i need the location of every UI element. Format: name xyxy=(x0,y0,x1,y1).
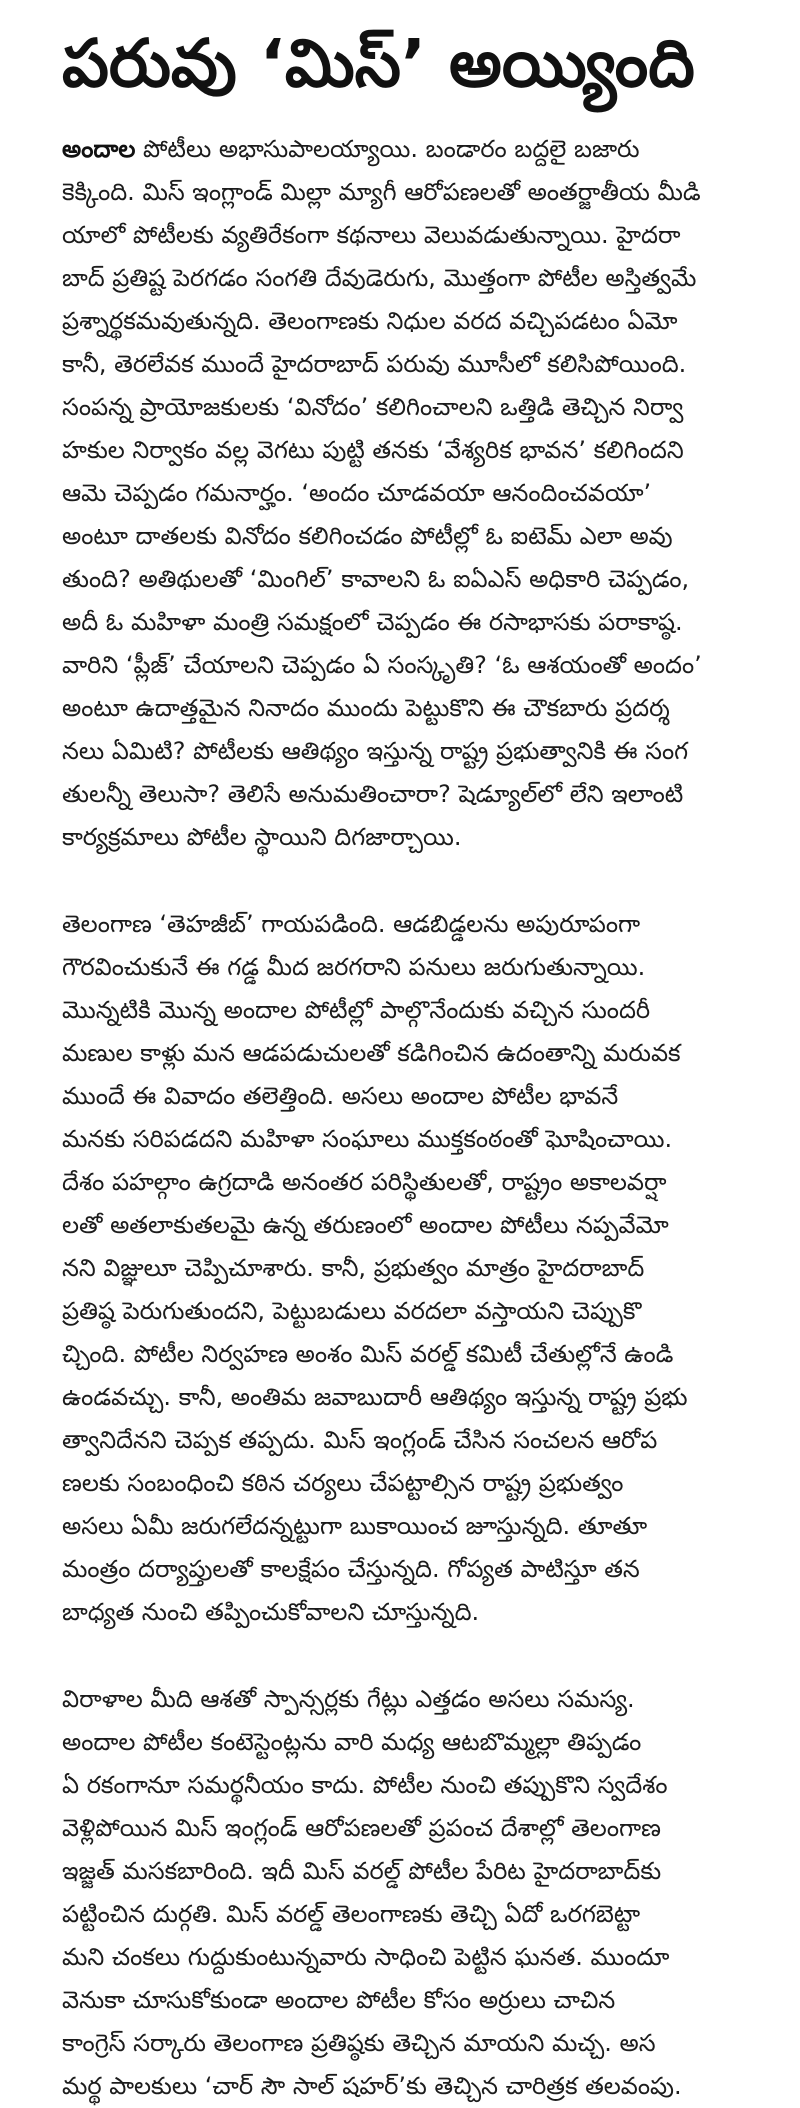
line-text: బాధ్యత నుంచి తప్పించుకోవాలని చూస్తున్నది. xyxy=(62,1598,480,1626)
text-line xyxy=(62,1161,764,1204)
line-text: తులన్నీ తెలుసా? తెలిసే అనుమతించారా? షెడ్యూల్‌లో లేని ఇలాంటి xyxy=(62,780,684,808)
line-text: ఏ రకంగానూ సమర్థనీయం కాదు. పోటీల నుంచి తప్పుకొని స్వదేశం xyxy=(62,1771,668,1799)
text-line xyxy=(62,816,764,859)
text-line xyxy=(62,773,764,816)
line-text: తుంది? అతిథులతో ‘మింగిల్’ కావాలని ఓ ఐఏఎస్ అధికారి చెప్పడం, xyxy=(62,565,690,593)
text-line xyxy=(62,128,764,171)
line-text: ప్రతిష్ఠ పెరుగుతుందని, పెట్టుబడులు వరదలా వస్తాయని చెప్పుకొ xyxy=(62,1297,642,1325)
line-text: అందాల పోటీల కంటెస్టెంట్లను వారి మధ్య ఆటబొమ్మల్లా తిప్పడం xyxy=(62,1728,642,1756)
line-text: విరాళాల మీది ఆశతో స్పాన్సర్లకు గేట్లు ఎత్తడం అసలు సమస్య. xyxy=(62,1685,635,1713)
line-text: హకుల నిర్వాకం వల్ల వెగటు పుట్టి తనకు ‘వేశ్యరిక భావన’ కలిగిందని xyxy=(62,436,684,464)
text-line xyxy=(62,1290,764,1333)
line-text: కాంగ్రెస్ సర్కారు తెలంగాణ ప్రతిష్ఠకు తెచ్చిన మాయని మచ్చ. అస xyxy=(62,2029,656,2057)
line-text: చ్చింది. పోటీల నిర్వహణ అంశం మిస్ వరల్డ్ కమిటీ చేతుల్లోనే ఉండి xyxy=(62,1340,674,1368)
line-text: మని చంకలు గుద్దుకుంటున్నవారు సాధించి పెట్టిన ఘనత. ముందూ xyxy=(62,1943,670,1971)
text-line xyxy=(62,300,764,343)
text-line xyxy=(62,1850,764,1893)
text-line xyxy=(62,1936,764,1979)
text-line xyxy=(62,472,764,515)
line-text: ప్రశ్నార్థకమవుతున్నది. తెలంగాణకు నిధుల వరద వచ్చిపడటం ఏమో xyxy=(62,307,678,335)
text-line xyxy=(62,1764,764,1807)
line-text: మర్థ పాలకులు ‘చార్ సౌ సాల్ షహర్’కు తెచ్చిన చారిత్రక తలవంపు. xyxy=(62,2072,682,2100)
line-text: అసలు ఏమీ జరుగలేదన్నట్టుగా బుకాయించ జూస్తున్నది. తూతూ xyxy=(62,1512,648,1540)
text-line xyxy=(62,429,764,472)
line-text: బాద్ ప్రతిష్ట పెరగడం సంగతి దేవుడెరుగు, మొత్తంగా పోటీల అస్తిత్వమే xyxy=(62,264,697,292)
text-line xyxy=(62,1505,764,1548)
line-text: కానీ, తెరలేవక ముందే హైదరాబాద్ పరువు మూసీలో కలిసిపోయింది. xyxy=(62,350,687,378)
line-text: మంత్రం దర్యాప్తులతో కాలక్షేపం చేస్తున్నది. గోప్యత పాటిస్తూ తన xyxy=(62,1555,640,1583)
paragraph xyxy=(62,128,764,859)
text-line xyxy=(62,171,764,214)
text-line xyxy=(62,343,764,386)
line-text: ఆమె చెప్పడం గమనార్హం. ‘అందం చూడవయా ఆనందించవయా’ xyxy=(62,479,652,507)
text-line xyxy=(62,386,764,429)
line-text: మనకు సరిపడదని మహిళా సంఘాలు ముక్తకంఠంతో ఘోషించాయి. xyxy=(62,1125,673,1153)
line-text: లతో అతలాకుతలమై ఉన్న తరుణంలో అందాల పోటీలు నప్పవేమో xyxy=(62,1211,669,1239)
text-line xyxy=(62,1591,764,1634)
article-body xyxy=(62,128,764,2108)
text-line xyxy=(62,1893,764,1936)
text-line xyxy=(62,601,764,644)
line-text: ఇజ్జత్ మసకబారింది. ఇదీ మిస్ వరల్డ్ పోటీల పేరిట హైదరాబాద్‌కు xyxy=(62,1857,662,1885)
line-text: అంటూ ఉదాత్తమైన నినాదం ముందు పెట్టుకొని ఈ చౌకబారు ప్రదర్శ xyxy=(62,694,670,722)
paragraph xyxy=(62,1678,764,2108)
line-text: సంపన్న ప్రాయోజకులకు ‘వినోదం’ కలిగించాలని ఒత్తిడి తెచ్చిన నిర్వా xyxy=(62,393,684,421)
paragraph xyxy=(62,903,764,1634)
line-text: త్వానిదేనని చెప్పక తప్పదు. మిస్ ఇంగ్లండ్ చేసిన సంచలన ఆరోప xyxy=(62,1426,658,1454)
line-text: నని విజ్ఞులూ చెప్పిచూశారు. కానీ, ప్రభుత్వం మాత్రం హైదరాబాద్ xyxy=(62,1254,645,1282)
line-text: వెనుకా చూసుకోకుండా అందాల పోటీల కోసం అర్రులు చాచిన xyxy=(62,1986,616,2014)
text-line xyxy=(62,1807,764,1850)
line-text: పోటీలు అభాసుపాలయ్యాయి. బండారం బద్దలై బజారు xyxy=(135,135,640,163)
text-line xyxy=(62,214,764,257)
line-text: పట్టించిన దుర్గతి. మిస్ వరల్డ్ తెలంగాణకు తెచ్చి ఏదో ఒరగబెట్టా xyxy=(62,1900,641,1928)
text-line xyxy=(62,1376,764,1419)
text-line xyxy=(62,1721,764,1764)
line-text: అదీ ఓ మహిళా మంత్రి సమక్షంలో చెప్పడం ఈ రసాభాసకు పరాకాష్ఠ. xyxy=(62,608,683,636)
text-line xyxy=(62,1032,764,1075)
line-text: ముందే ఈ వివాదం తలెత్తింది. అసలు అందాల పోటీల భావనే xyxy=(62,1082,619,1110)
text-line xyxy=(62,1548,764,1591)
text-line xyxy=(62,903,764,946)
text-line xyxy=(62,1204,764,1247)
line-text: యాలో పోటీలకు వ్యతిరేకంగా కథనాలు వెలువడుతున్నాయి. హైదరా xyxy=(62,221,681,249)
text-line xyxy=(62,515,764,558)
text-line xyxy=(62,730,764,773)
text-line xyxy=(62,1333,764,1376)
line-text: ణలకు సంబంధించి కఠిన చర్యలు చేపట్టాల్సిన రాష్ట్ర ప్రభుత్వం xyxy=(62,1469,624,1497)
lead-word: అందాల xyxy=(62,135,136,163)
line-text: వారిని ‘ప్లీజ్’ చేయాలని చెప్పడం ఏ సంస్కృతి? ‘ఓ ఆశయంతో అందం’ xyxy=(62,651,702,679)
text-line xyxy=(62,687,764,730)
page-title: పరువు ‘మిస్’ అయ్యింది xyxy=(62,25,695,102)
line-text: గౌరవించుకునే ఈ గడ్డ మీద జరగరాని పనులు జరుగుతున్నాయి. xyxy=(62,953,646,981)
paragraph-gap xyxy=(62,859,764,903)
line-text: మణుల కాళ్లు మన ఆడపడుచులతో కడిగించిన ఉదంతాన్ని మరువక xyxy=(62,1039,681,1067)
line-text: నలు ఏమిటి? పోటీలకు ఆతిథ్యం ఇస్తున్న రాష్ట్ర ప్రభుత్వానికి ఈ సంగ xyxy=(62,737,689,765)
line-text: తెలంగాణ ‘తెహజీబ్’ గాయపడింది. ఆడబిడ్డలను అపురూపంగా xyxy=(62,910,641,938)
line-text: మొన్నటికి మొన్న అందాల పోటీల్లో పాల్గొనేందుకు వచ్చిన సుందరీ xyxy=(62,996,651,1024)
text-line xyxy=(62,558,764,601)
text-line xyxy=(62,1247,764,1290)
text-line xyxy=(62,946,764,989)
text-line xyxy=(62,1419,764,1462)
line-text: దేశం పహల్గాం ఉగ్రదాడి అనంతర పరిస్థితులతో, రాష్ట్రం అకాలవర్షా xyxy=(62,1168,667,1196)
line-text: ఉండవచ్చు. కానీ, అంతిమ జవాబుదారీ ఆతిథ్యం ఇస్తున్న రాష్ట్ర ప్రభు xyxy=(62,1383,688,1411)
line-text: కెక్కింది. మిస్ ఇంగ్లాండ్ మిల్లా మ్యాగీ ఆరోపణలతో అంతర్జాతీయ మీడి xyxy=(62,178,701,206)
text-line xyxy=(62,1118,764,1161)
text-line xyxy=(62,644,764,687)
line-text: వెళ్లిపోయిన మిస్ ఇంగ్లండ్ ఆరోపణలతో ప్రపంచ దేశాల్లో తెలంగాణ xyxy=(62,1814,661,1842)
text-line xyxy=(62,989,764,1032)
text-line xyxy=(62,257,764,300)
line-text: అంటూ దాతలకు వినోదం కలిగించడం పోటీల్లో ఓ ఐటెమ్ ఎలా అవు xyxy=(62,522,673,550)
text-line xyxy=(62,2065,764,2108)
text-line xyxy=(62,2022,764,2065)
text-line xyxy=(62,1462,764,1505)
text-line xyxy=(62,1678,764,1721)
paragraph-gap xyxy=(62,1634,764,1678)
text-line xyxy=(62,1075,764,1118)
text-line xyxy=(62,1979,764,2022)
line-text: కార్యక్రమాలు పోటీల స్థాయిని దిగజార్చాయి. xyxy=(62,823,462,851)
